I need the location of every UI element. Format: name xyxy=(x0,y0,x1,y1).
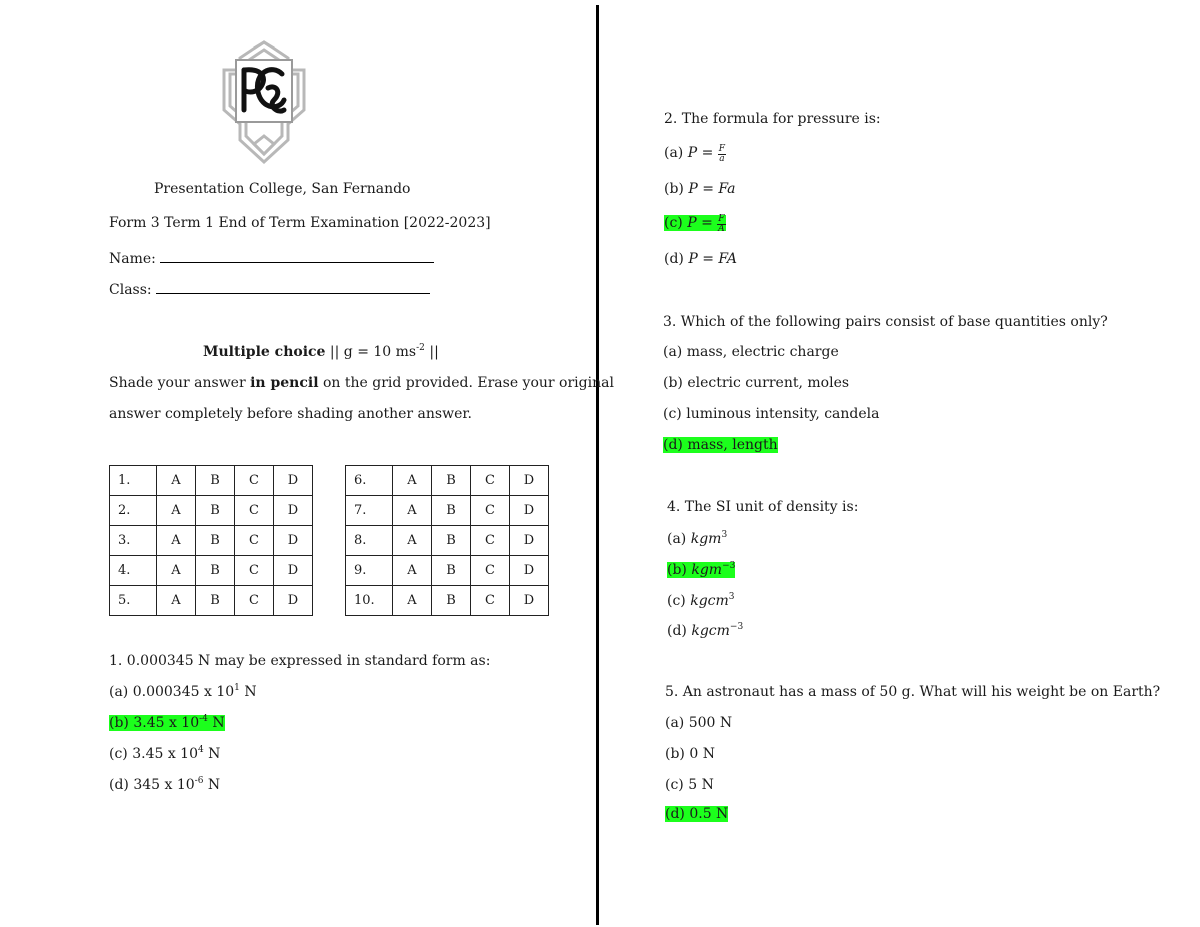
grid-question-number: 8. xyxy=(346,526,393,556)
q5-stem: 5. An astronaut has a mass of 50 g. What will his weight be on Earth? xyxy=(665,684,1161,700)
q1-answer-highlight: (b) 3.45 x $10^{-4}$ N xyxy=(109,714,225,731)
class-field[interactable] xyxy=(109,281,430,299)
grid-question-number: 3. xyxy=(110,526,157,556)
name-label: Name: xyxy=(109,251,156,267)
grid-option-b[interactable]: B xyxy=(196,496,235,526)
grid-row xyxy=(110,466,313,496)
grid-option-a[interactable]: A xyxy=(393,556,432,586)
grid-option-a[interactable]: A xyxy=(393,466,432,496)
grid-option-b[interactable]: B xyxy=(432,556,471,586)
grid-option-b[interactable]: B xyxy=(432,496,471,526)
grid-option-a[interactable]: A xyxy=(393,526,432,556)
grid-option-d[interactable]: D xyxy=(274,556,313,586)
mc-title-bold: Multiple choice xyxy=(203,344,326,360)
grid-option-c[interactable]: C xyxy=(471,556,510,586)
answer-grid-left xyxy=(109,465,313,616)
q2-option-c xyxy=(664,214,726,234)
grid-option-b[interactable]: B xyxy=(196,466,235,496)
school-crest-logo xyxy=(218,40,310,164)
grid-row xyxy=(346,496,549,526)
name-line[interactable] xyxy=(160,252,434,263)
q3-stem: 3. Which of the following pairs consist of base quantities only? xyxy=(663,314,1108,330)
grid-option-d[interactable]: D xyxy=(274,466,313,496)
grid-question-number: 10. xyxy=(346,586,393,616)
grid-option-c[interactable]: C xyxy=(471,526,510,556)
grid-option-b[interactable]: B xyxy=(196,526,235,556)
grid-option-d[interactable]: D xyxy=(510,466,549,496)
q1-option-b xyxy=(109,714,225,732)
grid-option-a[interactable]: A xyxy=(157,556,196,586)
grid-option-a[interactable]: A xyxy=(157,586,196,616)
q3-option-a: (a) mass, electric charge xyxy=(663,344,839,360)
q5-answer-highlight: (d) 0.5 N xyxy=(665,806,729,822)
grid-option-b[interactable]: B xyxy=(432,586,471,616)
grid-option-c[interactable]: C xyxy=(235,586,274,616)
grid-row xyxy=(346,556,549,586)
answer-grid-right xyxy=(345,465,549,616)
q1-option-d: (d) 345 x $10^{-6}$ N xyxy=(109,776,221,793)
q3-option-d xyxy=(663,436,778,454)
q3-option-c: (c) luminous intensity, candela xyxy=(663,406,880,422)
grid-option-a[interactable]: A xyxy=(157,466,196,496)
q5-option-a: (a) 500 N xyxy=(665,715,733,731)
q4-option-b xyxy=(667,561,735,579)
instructions-line-1: Shade your answer in pencil on the grid provided. Erase your original xyxy=(109,375,614,391)
q5-option-d xyxy=(665,805,728,823)
grid-option-a[interactable]: A xyxy=(393,586,432,616)
mc-title-gravity: || g = 10 ms xyxy=(325,344,417,360)
q2-answer-highlight: (c) P = $\frac{F}{A}$ xyxy=(664,214,725,234)
grid-option-b[interactable]: B xyxy=(432,466,471,496)
q1-option-c: (c) 3.45 x $10^4$ N xyxy=(109,745,221,762)
grid-row xyxy=(110,556,313,586)
grid-option-d[interactable]: D xyxy=(274,526,313,556)
grid-option-a[interactable]: A xyxy=(393,496,432,526)
grid-option-c[interactable]: C xyxy=(471,586,510,616)
q2-option-d: (d) P = FA xyxy=(664,251,738,267)
grid-row xyxy=(346,466,549,496)
grid-option-c[interactable]: C xyxy=(235,466,274,496)
grid-question-number: 7. xyxy=(346,496,393,526)
grid-option-c[interactable]: C xyxy=(235,526,274,556)
grid-option-d[interactable]: D xyxy=(274,586,313,616)
q5-option-c: (c) 5 N xyxy=(665,777,714,793)
grid-row xyxy=(110,496,313,526)
grid-option-a[interactable]: A xyxy=(157,526,196,556)
mc-heading: Multiple choice || g = 10 $ms^{-2}$ || xyxy=(203,343,439,360)
q2-option-b: (b) P = Fa xyxy=(664,181,736,197)
grid-option-a[interactable]: A xyxy=(157,496,196,526)
grid-question-number: 4. xyxy=(110,556,157,586)
grid-option-d[interactable]: D xyxy=(510,526,549,556)
grid-row xyxy=(346,526,549,556)
grid-question-number: 1. xyxy=(110,466,157,496)
q1-option-a: (a) 0.000345 x $10^1$ N xyxy=(109,683,257,700)
q4-stem: 4. The SI unit of density is: xyxy=(667,499,859,515)
page-divider xyxy=(596,5,599,925)
grid-option-d[interactable]: D xyxy=(274,496,313,526)
grid-option-d[interactable]: D xyxy=(510,556,549,586)
q4-answer-highlight: (b) kgm$^{-3}$ xyxy=(667,561,736,578)
class-line[interactable] xyxy=(156,283,430,294)
grid-option-b[interactable]: B xyxy=(432,526,471,556)
grid-option-b[interactable]: B xyxy=(196,556,235,586)
grid-option-d[interactable]: D xyxy=(510,496,549,526)
class-label: Class: xyxy=(109,282,152,298)
grid-question-number: 9. xyxy=(346,556,393,586)
grid-row xyxy=(346,586,549,616)
grid-question-number: 6. xyxy=(346,466,393,496)
q4-option-a: (a) kgm$^3$ xyxy=(667,530,728,547)
q4-option-c: (c) kgcm$^3$ xyxy=(667,592,735,609)
q4-option-d: (d) kgcm$^{-3}$ xyxy=(667,622,744,639)
grid-row xyxy=(110,526,313,556)
grid-option-c[interactable]: C xyxy=(471,496,510,526)
grid-question-number: 2. xyxy=(110,496,157,526)
grid-option-b[interactable]: B xyxy=(196,586,235,616)
grid-option-c[interactable]: C xyxy=(235,496,274,526)
name-field[interactable] xyxy=(109,250,434,268)
grid-row xyxy=(110,586,313,616)
grid-option-c[interactable]: C xyxy=(235,556,274,586)
grid-question-number: 5. xyxy=(110,586,157,616)
q5-option-b: (b) 0 N xyxy=(665,746,715,762)
grid-option-d[interactable]: D xyxy=(510,586,549,616)
school-name: Presentation College, San Fernando xyxy=(154,181,411,197)
instructions-line-2: answer completely before shading another answer. xyxy=(109,406,472,422)
q3-option-b: (b) electric current, moles xyxy=(663,375,850,391)
q2-option-a: (a) P = $\frac{F}{a}$ xyxy=(664,144,726,164)
exam-title: Form 3 Term 1 End of Term Examination [2022-2023] xyxy=(109,215,491,231)
q1-stem: 1. 0.000345 N may be expressed in standard form as: xyxy=(109,653,491,669)
q3-answer-highlight: (d) mass, length xyxy=(663,437,778,453)
q2-stem: 2. The formula for pressure is: xyxy=(664,111,881,127)
grid-option-c[interactable]: C xyxy=(471,466,510,496)
